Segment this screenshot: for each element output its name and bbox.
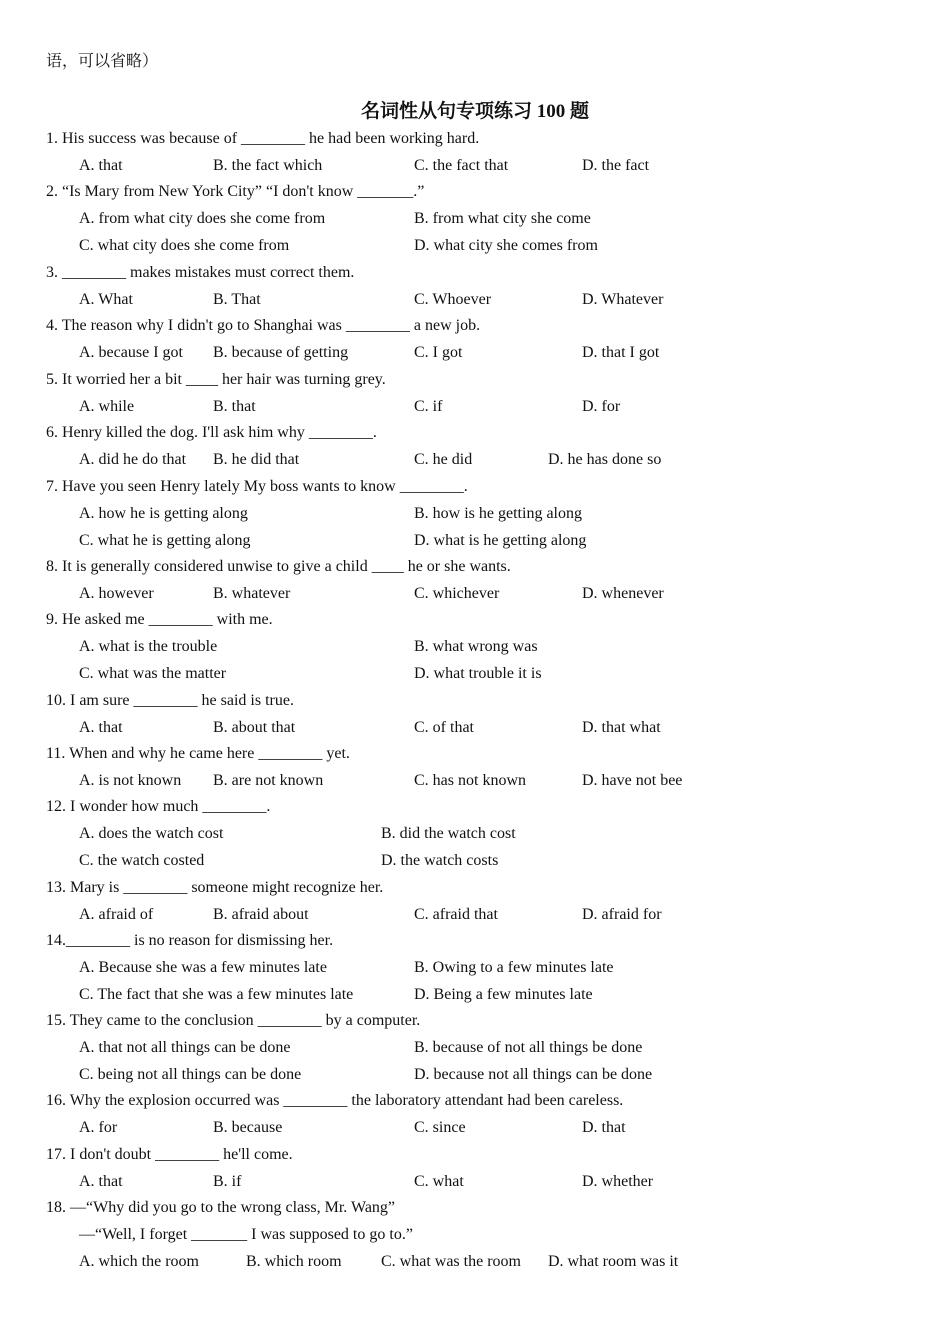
option-c: C. what was the matter bbox=[79, 665, 227, 682]
option-c: C. the fact that bbox=[414, 157, 509, 174]
option-a: A. What bbox=[79, 291, 133, 308]
option-a: A. that bbox=[79, 157, 123, 174]
option-c: C. whichever bbox=[414, 585, 500, 602]
option-b: B. about that bbox=[213, 719, 296, 736]
option-d: D. afraid for bbox=[582, 906, 662, 923]
option-c: C. of that bbox=[414, 719, 474, 736]
question-stem: 13. Mary is ________ someone might recognize her. bbox=[46, 879, 384, 896]
question-stem: 3. ________ makes mistakes must correct them. bbox=[46, 264, 355, 281]
option-b: B. what wrong was bbox=[414, 638, 538, 655]
option-b: B. he did that bbox=[213, 451, 300, 468]
option-b: B. if bbox=[213, 1173, 242, 1190]
option-d: D. have not bee bbox=[582, 772, 683, 789]
option-c: C. the watch costed bbox=[79, 852, 205, 869]
option-c: C. what city does she come from bbox=[79, 237, 290, 254]
question-stem: 17. I don't doubt ________ he'll come. bbox=[46, 1146, 293, 1163]
option-a: A. which the room bbox=[79, 1253, 199, 1270]
option-b: B. that bbox=[213, 398, 256, 415]
question-stem: 16. Why the explosion occurred was ________ the laboratory attendant had been careless. bbox=[46, 1092, 624, 1109]
option-d: D. the fact bbox=[582, 157, 650, 174]
option-b: B. because bbox=[213, 1119, 283, 1136]
option-d: D. Being a few minutes late bbox=[414, 986, 593, 1003]
header-note: 语，可以省略） bbox=[46, 53, 159, 70]
option-c: C. afraid that bbox=[414, 906, 498, 923]
option-c: C. what was the room bbox=[381, 1253, 521, 1270]
option-d: D. he has done so bbox=[548, 451, 662, 468]
option-c: C. has not known bbox=[414, 772, 526, 789]
option-a: A. afraid of bbox=[79, 906, 154, 923]
question-stem: 14.________ is no reason for dismissing her. bbox=[46, 932, 334, 949]
option-a: A. what is the trouble bbox=[79, 638, 218, 655]
option-b: B. That bbox=[213, 291, 261, 308]
option-c: C. being not all things can be done bbox=[79, 1066, 302, 1083]
option-a: A. however bbox=[79, 585, 154, 602]
option-b: B. the fact which bbox=[213, 157, 323, 174]
option-d: D. what trouble it is bbox=[414, 665, 542, 682]
question-stem: 5. It worried her a bit ____ her hair was turning grey. bbox=[46, 371, 386, 388]
option-b: B. which room bbox=[246, 1253, 342, 1270]
option-d: D. what city she comes from bbox=[414, 237, 598, 254]
option-a: A. how he is getting along bbox=[79, 505, 248, 522]
option-b: B. because of not all things be done bbox=[414, 1039, 643, 1056]
option-d: D. Whatever bbox=[582, 291, 664, 308]
question-stem: 18. —“Why did you go to the wrong class, Mr. Wang” bbox=[46, 1199, 396, 1216]
option-d: D. that what bbox=[582, 719, 661, 736]
option-a: A. did he do that bbox=[79, 451, 187, 468]
option-d: D. for bbox=[582, 398, 621, 415]
page-title: 名词性从句专项练习 100 题 bbox=[360, 101, 589, 122]
option-b: B. Owing to a few minutes late bbox=[414, 959, 614, 976]
option-b: B. whatever bbox=[213, 585, 291, 602]
option-c: C. I got bbox=[414, 344, 463, 361]
option-a: A. while bbox=[79, 398, 135, 415]
option-d: D. whenever bbox=[582, 585, 664, 602]
option-a: A. because I got bbox=[79, 344, 183, 361]
option-b: B. from what city she come bbox=[414, 210, 591, 227]
option-c: C. Whoever bbox=[414, 291, 492, 308]
option-b: B. because of getting bbox=[213, 344, 349, 361]
option-d: D. whether bbox=[582, 1173, 654, 1190]
option-a: A. from what city does she come from bbox=[79, 210, 326, 227]
question-stem: 15. They came to the conclusion ________ by a computer. bbox=[46, 1012, 421, 1029]
question-stem: 12. I wonder how much ________. bbox=[46, 798, 271, 815]
question-stem: 2. “Is Mary from New York City” “I don't know _______.” bbox=[46, 183, 425, 200]
option-a: A. is not known bbox=[79, 772, 182, 789]
option-a: A. for bbox=[79, 1119, 118, 1136]
option-c: C. he did bbox=[414, 451, 473, 468]
question-stem: 6. Henry killed the dog. I'll ask him why ________. bbox=[46, 424, 377, 441]
question-stem: 10. I am sure ________ he said is true. bbox=[46, 692, 294, 709]
option-d: D. that I got bbox=[582, 344, 660, 361]
option-b: B. did the watch cost bbox=[381, 825, 516, 842]
option-d: D. what room was it bbox=[548, 1253, 679, 1270]
option-a: A. that bbox=[79, 1173, 123, 1190]
option-c: C. since bbox=[414, 1119, 466, 1136]
option-c: C. The fact that she was a few minutes late bbox=[79, 986, 354, 1003]
option-c: C. what he is getting along bbox=[79, 532, 251, 549]
option-d: D. that bbox=[582, 1119, 626, 1136]
option-c: C. what bbox=[414, 1173, 464, 1190]
question-stem: 11. When and why he came here ________ yet. bbox=[46, 745, 350, 762]
option-a: A. does the watch cost bbox=[79, 825, 224, 842]
option-b: B. are not known bbox=[213, 772, 324, 789]
option-b: B. afraid about bbox=[213, 906, 309, 923]
option-c: C. if bbox=[414, 398, 443, 415]
option-a: A. that bbox=[79, 719, 123, 736]
option-a: A. that not all things can be done bbox=[79, 1039, 291, 1056]
question-stem: 4. The reason why I didn't go to Shanghai was ________ a new job. bbox=[46, 317, 481, 334]
option-d: D. because not all things can be done bbox=[414, 1066, 653, 1083]
question-stem: 9. He asked me ________ with me. bbox=[46, 611, 273, 628]
option-b: B. how is he getting along bbox=[414, 505, 582, 522]
option-d: D. what is he getting along bbox=[414, 532, 587, 549]
question-stem-continued: —“Well, I forget _______ I was supposed to go to.” bbox=[79, 1226, 413, 1243]
question-stem: 8. It is generally considered unwise to give a child ____ he or she wants. bbox=[46, 558, 511, 575]
question-stem: 1. His success was because of ________ he had been working hard. bbox=[46, 130, 480, 147]
option-a: A. Because she was a few minutes late bbox=[79, 959, 327, 976]
option-d: D. the watch costs bbox=[381, 852, 499, 869]
question-stem: 7. Have you seen Henry lately My boss wants to know ________. bbox=[46, 478, 468, 495]
